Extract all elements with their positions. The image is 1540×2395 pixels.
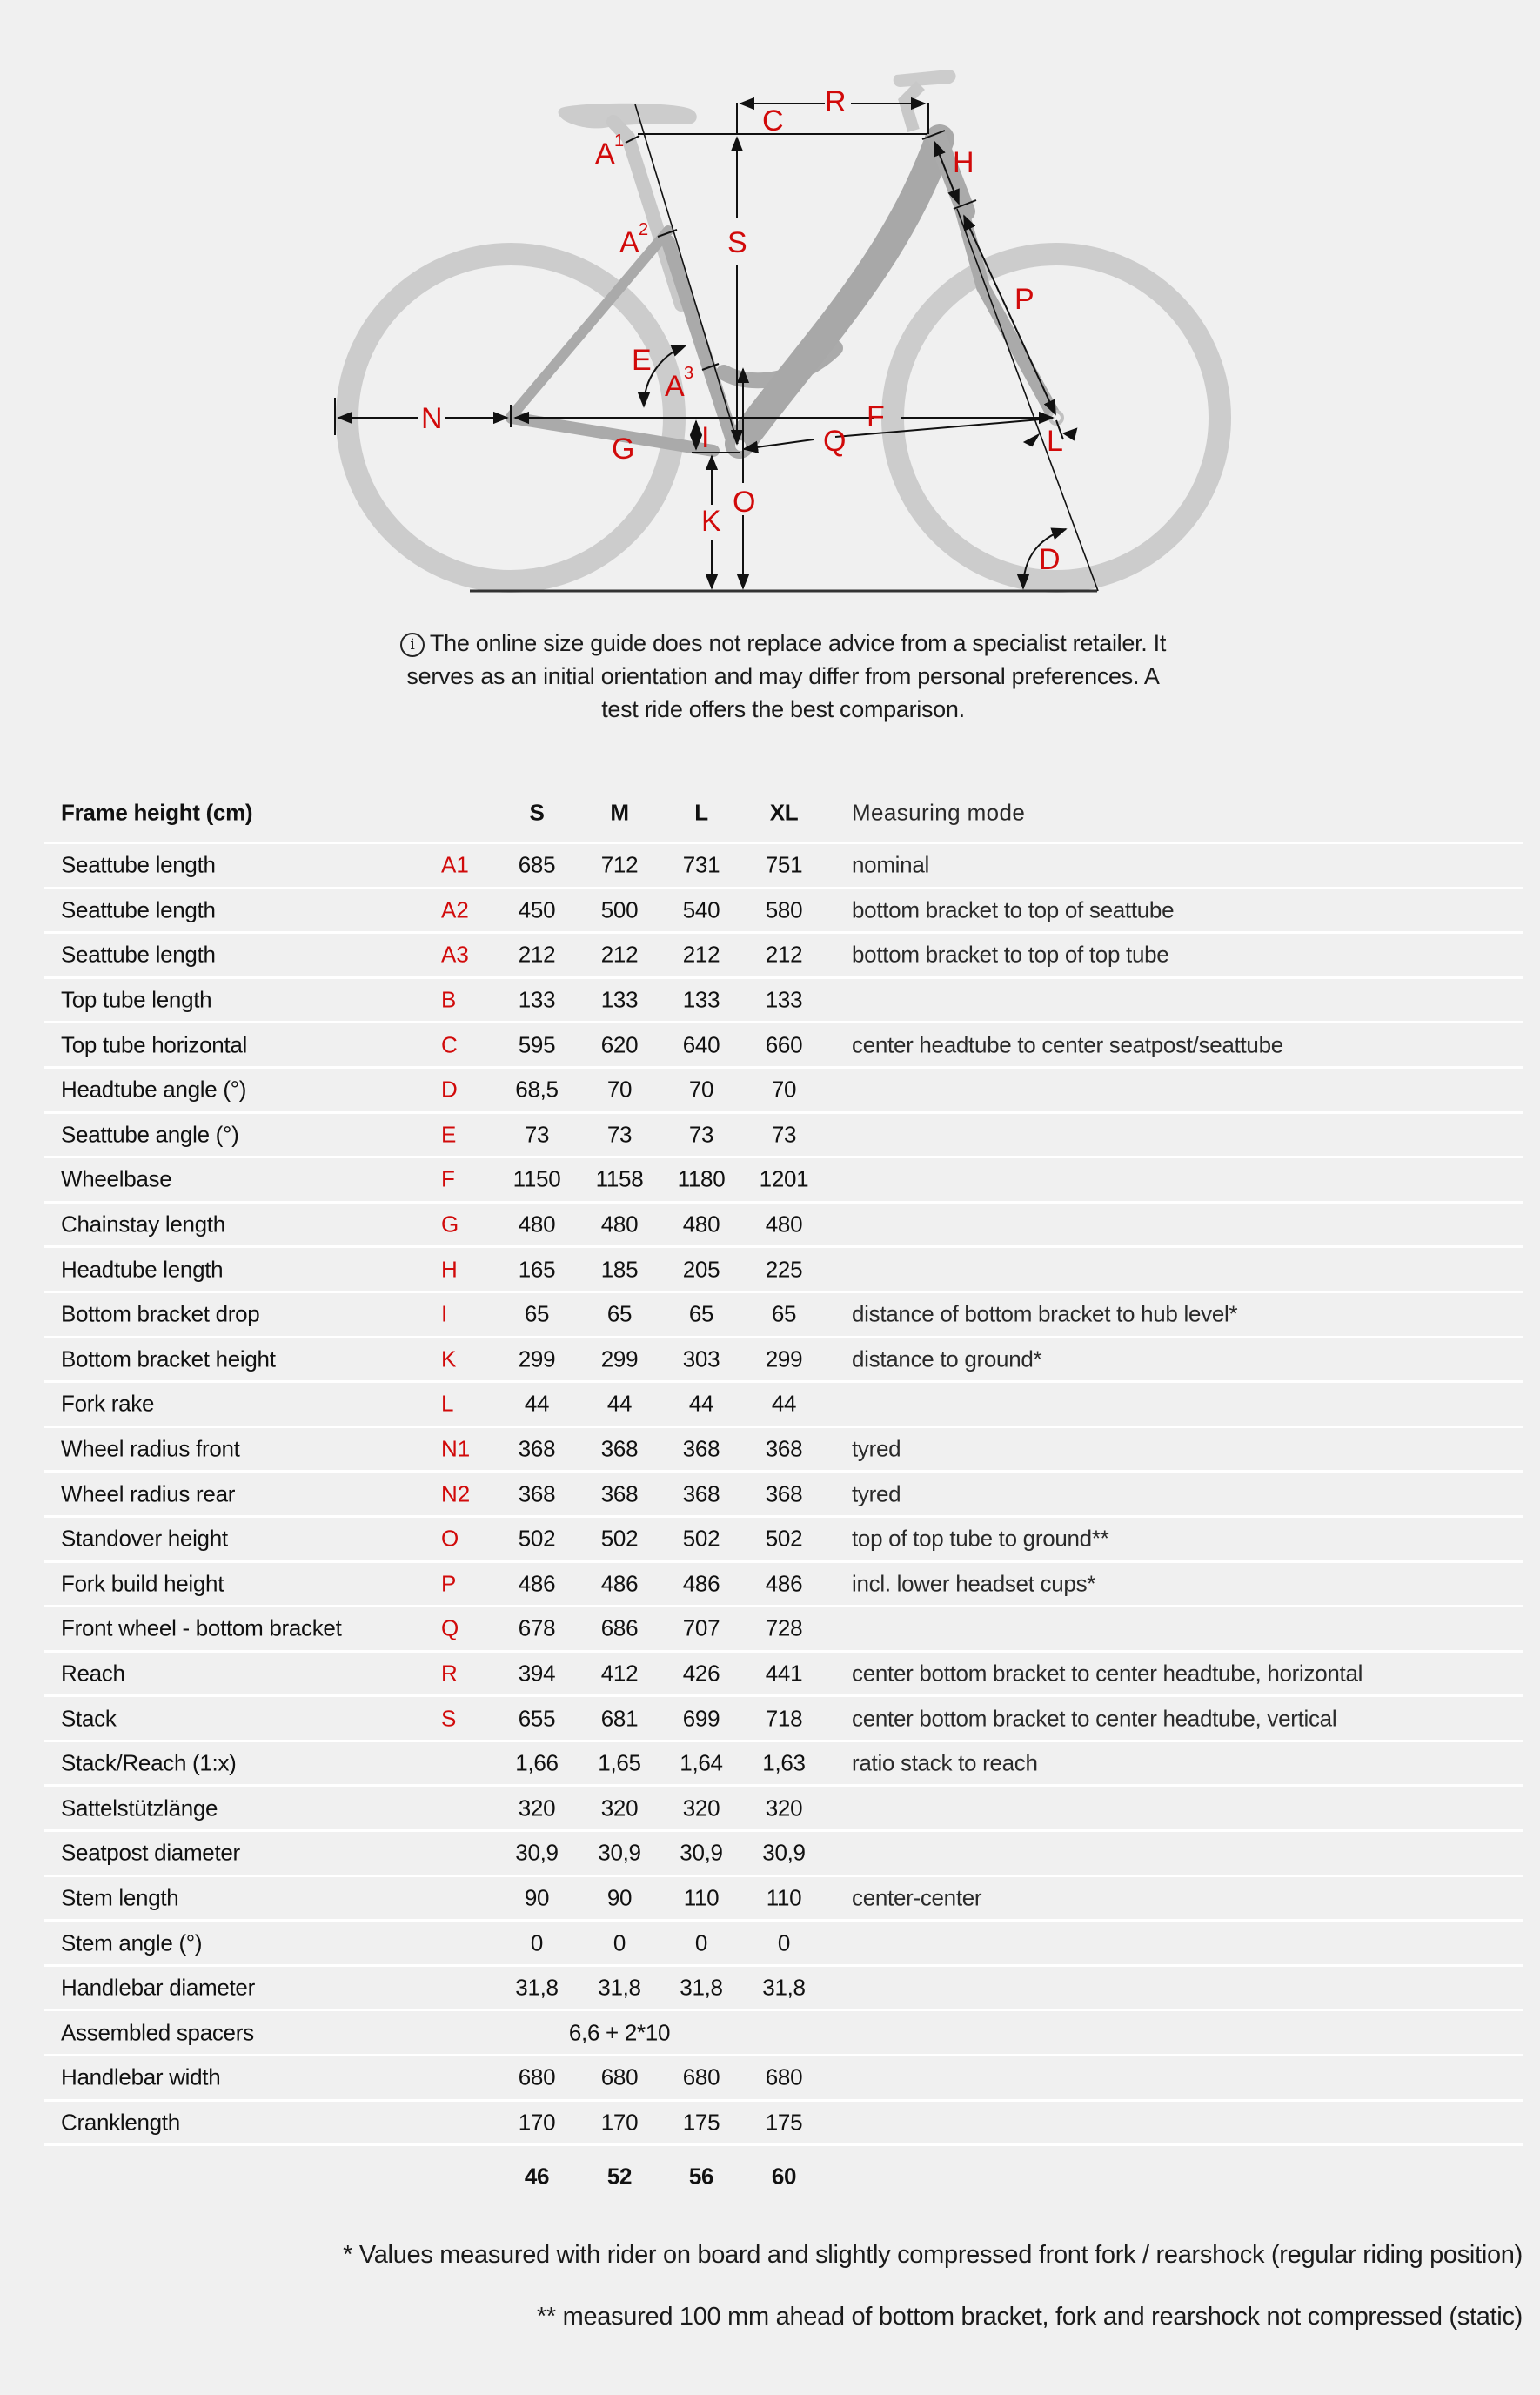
table-row xyxy=(44,1787,1523,1832)
value-xl: 1,63 xyxy=(762,1749,806,1776)
value-xl: 299 xyxy=(765,1345,803,1372)
value-l: 31,8 xyxy=(680,1974,723,2001)
value-l: 133 xyxy=(682,986,720,1013)
label-f: F xyxy=(867,400,885,433)
row-code: K xyxy=(441,1345,457,1372)
table-row xyxy=(44,1428,1523,1473)
row-label: Seattube length xyxy=(61,941,216,968)
table-row xyxy=(44,1473,1523,1518)
table-row xyxy=(44,1877,1523,1922)
row-code: I xyxy=(441,1300,448,1327)
value-xl: 31,8 xyxy=(762,1974,806,2001)
value-s: 595 xyxy=(518,1031,556,1058)
label-g: G xyxy=(612,433,635,466)
value-xl: 368 xyxy=(765,1435,803,1462)
row-code: N1 xyxy=(441,1435,471,1462)
value-s: 165 xyxy=(518,1256,556,1283)
label-r: R xyxy=(825,85,847,118)
value-m: 480 xyxy=(600,1211,639,1238)
value-xl: 70 xyxy=(771,1076,797,1103)
value-m: 320 xyxy=(600,1795,639,1821)
table-row xyxy=(44,889,1523,935)
value-m: 1158 xyxy=(595,1165,644,1192)
value-xl: 718 xyxy=(765,1705,803,1732)
row-mode: top of top tube to ground** xyxy=(852,1525,1109,1552)
value-s: 486 xyxy=(518,1570,556,1597)
value-xl: 1201 xyxy=(759,1165,809,1192)
value-l: 1,64 xyxy=(680,1749,723,1776)
row-label: Reach xyxy=(61,1660,125,1687)
row-mode: tyred xyxy=(852,1435,901,1462)
value-xl: 225 xyxy=(765,1256,803,1283)
info-icon: i xyxy=(400,633,425,657)
row-mode: ratio stack to reach xyxy=(852,1749,1038,1776)
label-i: I xyxy=(701,421,710,454)
value-m: 712 xyxy=(600,851,639,878)
table-row xyxy=(44,1518,1523,1563)
value-xl: 441 xyxy=(765,1660,803,1687)
value-m: 368 xyxy=(600,1480,639,1507)
value-l: 368 xyxy=(682,1435,720,1462)
row-code: C xyxy=(441,1031,458,1058)
row-code: P xyxy=(441,1570,457,1597)
row-label: Front wheel - bottom bracket xyxy=(61,1614,342,1641)
value-l: 1180 xyxy=(677,1165,726,1192)
value-m: 412 xyxy=(600,1660,639,1687)
row-label: Handlebar width xyxy=(61,2063,221,2090)
table-row xyxy=(44,1338,1523,1384)
row-label: Stem length xyxy=(61,1884,179,1911)
table-row xyxy=(44,844,1523,889)
value-xl: 110 xyxy=(766,1884,802,1911)
value-l: 707 xyxy=(682,1614,720,1641)
header-size-xl: XL xyxy=(769,799,799,826)
value-xl: 212 xyxy=(765,941,803,968)
header-size-l: L xyxy=(694,799,708,826)
value-s: 90 xyxy=(524,1884,550,1911)
row-label: Assembled spacers xyxy=(61,2019,254,2046)
row-label: Cranklength xyxy=(61,2109,180,2136)
value-l: 110 xyxy=(683,1884,720,1911)
value-l: 731 xyxy=(682,851,720,878)
value-m: 212 xyxy=(600,941,639,968)
value-m: 500 xyxy=(600,896,639,923)
disclaimer-line-3: test ride offers the best comparison. xyxy=(601,696,965,722)
value-xl: 73 xyxy=(771,1121,797,1148)
table-row xyxy=(44,2056,1523,2102)
value-m: 681 xyxy=(600,1705,639,1732)
value-s: 68,5 xyxy=(515,1076,559,1103)
row-mode: center-center xyxy=(852,1884,982,1911)
label-k: K xyxy=(701,505,721,538)
value-s: 685 xyxy=(518,851,556,878)
value-s: 133 xyxy=(518,986,556,1013)
label-o: O xyxy=(733,486,756,519)
value-l: 30,9 xyxy=(680,1839,723,1866)
row-label: Fork build height xyxy=(61,1570,224,1597)
table-row xyxy=(44,979,1523,1024)
row-code: G xyxy=(441,1211,459,1238)
row-code: R xyxy=(441,1660,458,1687)
value-s: 44 xyxy=(524,1390,550,1417)
frame-height-s: 46 xyxy=(524,2163,550,2190)
row-mode: distance to ground* xyxy=(852,1345,1042,1372)
row-label: Sattelstützlänge xyxy=(61,1795,218,1821)
value-s: 394 xyxy=(518,1660,556,1687)
value-m: 185 xyxy=(600,1256,639,1283)
row-code: N2 xyxy=(441,1480,471,1507)
label-e: E xyxy=(632,344,652,377)
row-label: Headtube length xyxy=(61,1256,224,1283)
row-label: Headtube angle (°) xyxy=(61,1076,247,1103)
row-label: Fork rake xyxy=(61,1390,155,1417)
value-s: 170 xyxy=(518,2109,556,2136)
value-s: 1,66 xyxy=(515,1749,559,1776)
table-row xyxy=(44,1967,1523,2012)
value-xl: 368 xyxy=(765,1480,803,1507)
table-row xyxy=(44,1069,1523,1114)
value-s: 678 xyxy=(518,1614,556,1641)
value-xl: 0 xyxy=(777,1929,791,1956)
value-xl: 65 xyxy=(771,1300,797,1327)
value-l: 212 xyxy=(682,941,720,968)
label-l: L xyxy=(1047,425,1063,458)
row-label: Top tube horizontal xyxy=(61,1031,248,1058)
row-mode: incl. lower headset cups* xyxy=(852,1570,1096,1597)
label-p: P xyxy=(1014,283,1034,316)
diagram-labels xyxy=(421,85,1063,576)
value-s: 30,9 xyxy=(515,1839,559,1866)
value-xl: 320 xyxy=(765,1795,803,1821)
row-code: A3 xyxy=(441,941,469,968)
value-s: 73 xyxy=(524,1121,550,1148)
value-xl: 480 xyxy=(765,1211,803,1238)
row-code: L xyxy=(441,1390,454,1417)
value-l: 303 xyxy=(682,1345,720,1372)
value-m: 368 xyxy=(600,1435,639,1462)
value-all-sizes: 6,6 + 2*10 xyxy=(568,2019,671,2046)
row-code: A1 xyxy=(441,851,469,878)
footnote-double-asterisk: ** measured 100 mm ahead of bottom bracket, fork and rearshock not compressed (static) xyxy=(536,2303,1523,2331)
value-m: 65 xyxy=(606,1300,633,1327)
table-row xyxy=(44,1563,1523,1608)
table-row xyxy=(44,1697,1523,1742)
geometry-diagram xyxy=(0,0,1540,609)
frame-height-xl: 60 xyxy=(771,2163,797,2190)
row-mode: center bottom bracket to center headtube, horizontal xyxy=(852,1660,1363,1687)
label-n: N xyxy=(421,402,443,435)
value-s: 368 xyxy=(518,1480,556,1507)
row-mode: bottom bracket to top of seattube xyxy=(852,896,1175,923)
footnote-single-asterisk: * Values measured with rider on board and slightly compressed front fork / rearshock (regular riding position) xyxy=(343,2241,1523,2269)
row-code: E xyxy=(441,1121,457,1148)
value-xl: 133 xyxy=(765,986,803,1013)
value-m: 486 xyxy=(600,1570,639,1597)
row-code: A2 xyxy=(441,896,469,923)
value-l: 73 xyxy=(688,1121,714,1148)
table-row xyxy=(44,1653,1523,1698)
value-m: 30,9 xyxy=(598,1839,641,1866)
table-footer-frame-heights xyxy=(44,2146,1523,2207)
value-m: 1,65 xyxy=(598,1749,641,1776)
row-code: Q xyxy=(441,1614,459,1641)
row-label: Bottom bracket height xyxy=(61,1345,276,1372)
label-a1-sup: 1 xyxy=(614,131,625,151)
value-s: 0 xyxy=(530,1929,544,1956)
table-row xyxy=(44,934,1523,979)
header-frame-height: Frame height (cm) xyxy=(61,799,253,826)
label-d: D xyxy=(1039,543,1061,576)
header-measuring-mode: Measuring mode xyxy=(852,799,1026,826)
row-label: Seattube angle (°) xyxy=(61,1121,239,1148)
value-s: 502 xyxy=(518,1525,556,1552)
row-code: D xyxy=(441,1076,458,1103)
table-row xyxy=(44,1114,1523,1159)
table-row xyxy=(44,2102,1523,2147)
row-label: Bottom bracket drop xyxy=(61,1300,260,1327)
table-row xyxy=(44,1248,1523,1293)
table-row xyxy=(44,1293,1523,1338)
bike-geometry-illustration xyxy=(0,0,1540,609)
value-xl: 728 xyxy=(765,1614,803,1641)
value-xl: 580 xyxy=(765,896,803,923)
row-label: Handlebar diameter xyxy=(61,1974,255,2001)
value-l: 70 xyxy=(688,1076,714,1103)
label-h: H xyxy=(953,146,974,179)
value-m: 686 xyxy=(600,1614,639,1641)
value-l: 368 xyxy=(682,1480,720,1507)
value-m: 0 xyxy=(613,1929,626,1956)
value-s: 655 xyxy=(518,1705,556,1732)
value-m: 299 xyxy=(600,1345,639,1372)
row-code: B xyxy=(441,986,457,1013)
table-row xyxy=(44,2011,1523,2056)
value-l: 320 xyxy=(682,1795,720,1821)
row-mode: center bottom bracket to center headtube, vertical xyxy=(852,1705,1337,1732)
value-l: 426 xyxy=(682,1660,720,1687)
row-label: Stack xyxy=(61,1705,117,1732)
row-label: Wheel radius front xyxy=(61,1435,240,1462)
row-label: Seattube length xyxy=(61,851,216,878)
value-l: 640 xyxy=(682,1031,720,1058)
row-code: O xyxy=(441,1525,459,1552)
header-size-m: M xyxy=(610,799,629,826)
table-row xyxy=(44,1158,1523,1204)
stem xyxy=(905,85,921,131)
value-l: 486 xyxy=(682,1570,720,1597)
value-m: 44 xyxy=(606,1390,633,1417)
row-code: H xyxy=(441,1256,458,1283)
geometry-table xyxy=(44,783,1523,2207)
value-xl: 680 xyxy=(765,2063,803,2090)
value-l: 65 xyxy=(688,1300,714,1327)
frame-height-l: 56 xyxy=(688,2163,714,2190)
table-header xyxy=(44,783,1523,844)
size-guide-disclaimer xyxy=(383,627,1183,726)
handlebar xyxy=(894,70,956,87)
value-xl: 486 xyxy=(765,1570,803,1597)
label-s: S xyxy=(727,226,747,259)
value-xl: 30,9 xyxy=(762,1839,806,1866)
frame xyxy=(512,139,1062,453)
value-m: 170 xyxy=(600,2109,639,2136)
value-xl: 751 xyxy=(765,851,803,878)
value-l: 175 xyxy=(682,2109,720,2136)
table-row xyxy=(44,1922,1523,1967)
label-a1: A xyxy=(595,138,615,171)
table-row xyxy=(44,1832,1523,1877)
value-l: 480 xyxy=(682,1211,720,1238)
value-s: 31,8 xyxy=(515,1974,559,2001)
row-mode: distance of bottom bracket to hub level* xyxy=(852,1300,1238,1327)
row-mode: tyred xyxy=(852,1480,901,1507)
value-l: 44 xyxy=(688,1390,714,1417)
label-c: C xyxy=(762,104,784,138)
row-label: Wheelbase xyxy=(61,1165,172,1192)
value-l: 540 xyxy=(682,896,720,923)
value-m: 90 xyxy=(606,1884,633,1911)
table-row xyxy=(44,1742,1523,1788)
value-m: 620 xyxy=(600,1031,639,1058)
label-a3: A xyxy=(665,370,685,403)
saddle xyxy=(559,104,697,129)
value-s: 480 xyxy=(518,1211,556,1238)
value-m: 73 xyxy=(606,1121,633,1148)
value-s: 368 xyxy=(518,1435,556,1462)
value-s: 65 xyxy=(524,1300,550,1327)
value-l: 0 xyxy=(694,1929,708,1956)
label-a2: A xyxy=(619,226,639,259)
table-row xyxy=(44,1383,1523,1428)
row-mode: nominal xyxy=(852,851,929,878)
row-label: Seatpost diameter xyxy=(61,1839,240,1866)
value-s: 1150 xyxy=(512,1165,561,1192)
table-row xyxy=(44,1204,1523,1249)
row-label: Top tube length xyxy=(61,986,212,1013)
label-a2-sup: 2 xyxy=(639,220,649,239)
value-m: 70 xyxy=(606,1076,633,1103)
table-row xyxy=(44,1607,1523,1653)
disclaimer-line-1: i The online size guide does not replace advice from a specialist retailer. It xyxy=(383,627,1183,660)
value-l: 502 xyxy=(682,1525,720,1552)
value-l: 680 xyxy=(682,2063,720,2090)
row-code: S xyxy=(441,1705,457,1732)
value-m: 31,8 xyxy=(598,1974,641,2001)
label-a3-sup: 3 xyxy=(684,364,694,383)
value-m: 680 xyxy=(600,2063,639,2090)
row-label: Standover height xyxy=(61,1525,228,1552)
row-label: Stem angle (°) xyxy=(61,1929,203,1956)
table-row xyxy=(44,1023,1523,1069)
header-size-s: S xyxy=(529,799,545,826)
value-xl: 175 xyxy=(765,2109,803,2136)
row-mode: center headtube to center seatpost/seattube xyxy=(852,1031,1283,1058)
value-s: 320 xyxy=(518,1795,556,1821)
value-xl: 44 xyxy=(771,1390,797,1417)
row-label: Seattube length xyxy=(61,896,216,923)
value-s: 299 xyxy=(518,1345,556,1372)
value-xl: 502 xyxy=(765,1525,803,1552)
row-code: F xyxy=(441,1165,455,1192)
value-l: 205 xyxy=(682,1256,720,1283)
value-m: 502 xyxy=(600,1525,639,1552)
value-l: 699 xyxy=(682,1705,720,1732)
row-label: Stack/Reach (1:x) xyxy=(61,1749,237,1776)
value-s: 212 xyxy=(518,941,556,968)
label-q: Q xyxy=(823,425,847,458)
value-xl: 660 xyxy=(765,1031,803,1058)
row-label: Chainstay length xyxy=(61,1211,225,1238)
disclaimer-line-2: serves as an initial orientation and may differ from personal preferences. A xyxy=(406,663,1160,689)
row-label: Wheel radius rear xyxy=(61,1480,236,1507)
row-mode: bottom bracket to top of top tube xyxy=(852,941,1169,968)
frame-height-m: 52 xyxy=(606,2163,633,2190)
value-m: 133 xyxy=(600,986,639,1013)
value-s: 680 xyxy=(518,2063,556,2090)
value-s: 450 xyxy=(518,896,556,923)
